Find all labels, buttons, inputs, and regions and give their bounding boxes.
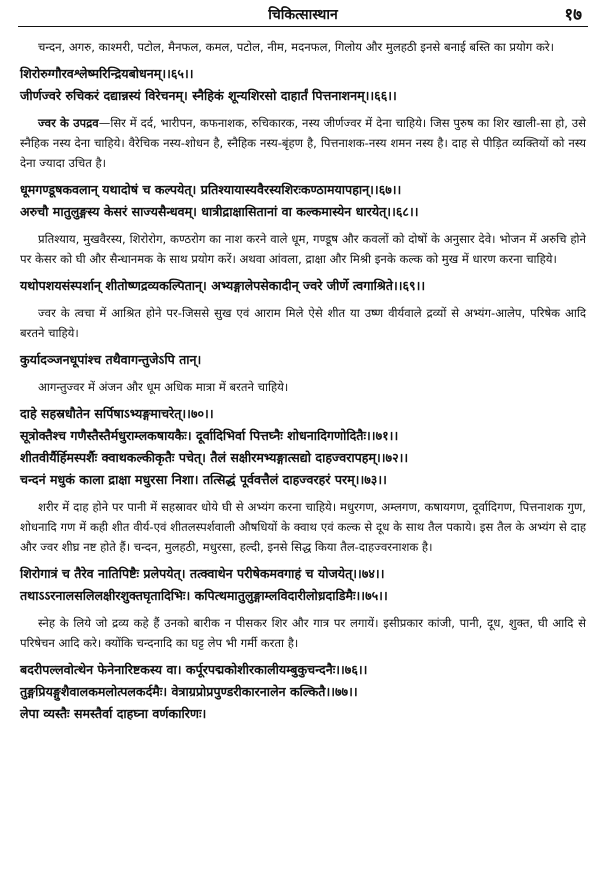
hindi-commentary-paragraph: ज्वर के त्वचा में आश्रित होने पर-जिससे सुख एवं आराम मिले ऐसे शीत या उष्ण वीर्यवाले द्रव्यों से अभ्यंग-आलेप, परिषेक आदि बरतने चाहिये।	[20, 306, 586, 340]
sanskrit-verse: अरुचौ मातुलुङ्गस्य केसरं साज्यसैन्धवम्। धात्रीद्राक्षासितानां वा कल्कमास्येन धारयेत्।।६८।।	[20, 204, 419, 219]
running-title: चिकित्सास्थान	[268, 7, 338, 23]
sanskrit-verse: लेपा व्यस्तैः समस्तैर्वा दाहघ्ना वर्णकारिणः।	[20, 706, 207, 721]
hindi-commentary-paragraph	[20, 113, 586, 173]
sanskrit-verse: धूमगण्डूषकवलान् यथादोषं च कल्पयेत्। प्रतिश्यायास्यवैरस्यशिरःकण्ठामयापहान्।।६७।।	[20, 182, 402, 197]
page-number: १७	[564, 5, 582, 25]
sanskrit-verse: बदरीपल्लवोत्थेन फेनेनारिष्टकस्य वा। कर्पूरपद्मकोशीरकालीयम्बुकुचन्दनैः।।७६।।	[20, 662, 368, 677]
sanskrit-verse: शीतवीर्यैर्हिमस्पर्शैः क्वाथकल्कीकृतैः पचेत्। तैलं सक्षीरमभ्यङ्गात्सद्यो दाहज्वरापहम्।।७२।।	[20, 450, 409, 465]
hindi-commentary-paragraph: स्नेह के लिये जो द्रव्य कहे हैं उनको बारीक न पीसकर शिर और गात्र पर लगायें। इसीप्रकार कांजी, पानी, दूध, शुक्त, घी आदि से परिषेचन आदि करे। क्योंकि चन्दनादि का घट्ट लेप भी गर्मी करता है।	[20, 616, 586, 650]
sanskrit-verse: दाहे सहस्रधौतेन सर्पिषाऽभ्यङ्गमाचरेत्।।७०।।	[20, 406, 214, 421]
hindi-commentary-paragraph: आगन्तुज्वर में अंजन और धूम अधिक मात्रा में बरतने चाहिये।	[38, 380, 289, 394]
hindi-commentary-paragraph: प्रतिश्याय, मुखवैरस्य, शिरोरोग, कण्ठरोग का नाश करने वाले धूम, गण्डूष और कवलों को दोषों के अनुसार देवे। भोजन में अरुचि होने पर केसर को घी और सैन्धानमक के साथ प्रयोग करें। अथवा आंवला, द्राक्षा और मिश्री इनके कल्क को मुख में धारण करना चाहिये।	[20, 232, 586, 266]
sanskrit-verse: कुर्यादञ्जनधूपांश्च तथैवागन्तुजेऽपि तान्।	[20, 352, 202, 367]
sanskrit-verse: शिरोगात्रं च तैरेव नातिपिष्टैः प्रलेपयेत्। तत्क्वाथेन परीषेकमवगाहं च योजयेत्।।७४।।	[20, 566, 385, 581]
sanskrit-verse: जीर्णज्वरे रुचिकरं दद्यान्नस्यं विरेचनम्। स्नैहिकं शून्यशिरसो दाहार्तं पित्तनाशनम्।।६६।।	[20, 88, 397, 103]
sanskrit-verse: तुङ्गप्रियङ्गुशैवालकमलोत्पलकर्दमैः। वेत्राग्रप्रोप्रपुण्डरीकारनालेन कल्कितै।।७७।।	[20, 684, 358, 699]
hindi-commentary-paragraph: चन्दन, अगरु, काश्मरी, पटोल, मैनफल, कमल, पटोल, नीम, मदनफल, गिलोय और मुलहठी इनसे बनाई बस्ति का प्रयोग करे।	[38, 40, 554, 54]
paragraph-text: —सिर में दर्द, भारीपन, कफनाशक, रुचिकारक, नस्य जीर्णज्वर में देना चाहिये। जिस पुरुष का शिर खाली-सा हो, उसे स्नैहिक नस्य देना चाहिये। वैरेचिक नस्य-शोधन है, स्नैहिक नस्य-बृंहण है, पित्तनाशक-नस्य शमन नस्य है। दाह से पीड़ित व्यक्तियों को नस्य देना ज्यादा उचित है।	[20, 116, 586, 170]
page-header	[18, 0, 588, 27]
paragraph-heading: ज्वर के उपद्रव	[38, 116, 99, 130]
sanskrit-verse: यथोपशयसंस्पर्शान् शीतोष्णद्रव्यकल्पितान्। अभ्यङ्गालेपसेकादीन् ज्वरे जीर्णे त्वगाश्रिते।।६९।।	[20, 278, 426, 293]
sanskrit-verse: चन्दनं मधुकं काला द्राक्षा मधुरसा निशा। तत्सिद्धं पूर्ववत्तैलं दाहज्वरहरं परम्।।७३।।	[20, 472, 387, 487]
sanskrit-verse: शिरोरुग्गौरवश्लेष्मरिन्द्रियबोधनम्।।६५।।	[20, 66, 194, 81]
sanskrit-verse: तथाऽऽरनालसलिलक्षीरशुक्तघृतादिभिः। कपित्थमातुलुङ्गाम्लविदारीलोध्रदाडिमैः।।७५।।	[20, 588, 388, 603]
page-content	[20, 37, 586, 725]
sanskrit-verse: सूत्रोक्तैश्च गणैस्तैस्तैर्मधुराम्लकषायकैः। दूर्वादिभिर्वा पित्तघ्नैः शोधनादिगणोदितैः।।७१।।	[20, 428, 399, 443]
hindi-commentary-paragraph: शरीर में दाह होने पर पानी में सहस्रावर धोये घी से अभ्यंग करना चाहिये। मधुरगण, अम्लगण, कषायगण, दूर्वादिगण, पित्तनाशक गुण, शोधनादि गण में कही शीत वीर्य-एवं शीतलस्पर्शवाली औषधियों के क्वाथ एवं कल्क से दूध के साथ तैल पकाये। इस तैल के अभ्यंग से दाह और ज्वर शीघ्र नष्ट होते हैं। चन्दन, मुलहठी, मधुरसा, हल्दी, इनसे सिद्ध किया तैल-दाहज्वरनाशक है।	[20, 500, 586, 554]
